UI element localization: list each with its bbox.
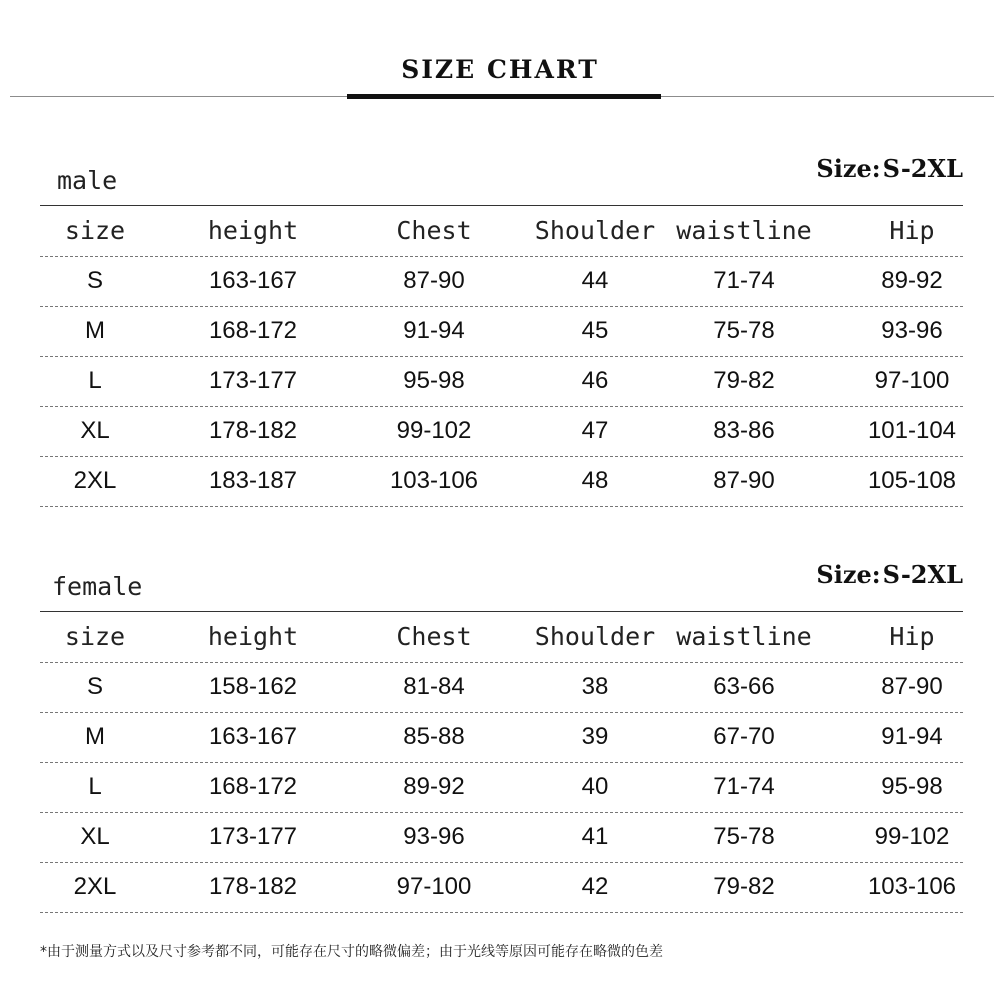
section-label: male [57, 166, 118, 195]
page-title: SIZE CHART [401, 55, 599, 84]
table-cell: 163-167 [208, 723, 298, 750]
table-cell: 178-182 [208, 873, 298, 900]
table-cell: 158-162 [208, 673, 298, 700]
table-cell: 101-104 [867, 417, 957, 444]
title-underline-bar [347, 94, 661, 99]
table-cell: 93-96 [881, 317, 943, 344]
table-cell: 44 [581, 267, 609, 294]
table-cell: 83-86 [713, 417, 775, 444]
column-header: Chest [396, 622, 472, 651]
size-range-value: S-2XL [882, 560, 963, 589]
column-header: Shoulder [534, 622, 656, 651]
column-header: size [64, 622, 126, 651]
size-range-prefix: Size: [816, 154, 881, 183]
table-cell: 67-70 [713, 723, 775, 750]
column-header: height [207, 622, 299, 651]
table-header-row [40, 206, 963, 257]
column-header: Hip [889, 622, 935, 651]
female-size-table [0, 556, 1000, 916]
table-cell: 91-94 [881, 723, 943, 750]
size-range-prefix: Size: [816, 560, 881, 589]
size-range-label [816, 560, 963, 589]
table-cell: 81-84 [403, 673, 465, 700]
size-range-value: S-2XL [882, 154, 963, 183]
table-cell: 75-78 [713, 317, 775, 344]
table-cell: 93-96 [403, 823, 465, 850]
table-row [40, 256, 963, 307]
column-header: height [207, 216, 299, 245]
table-cell: 79-82 [713, 367, 775, 394]
table-cell: 105-108 [867, 467, 957, 494]
table-cell: 41 [581, 823, 609, 850]
table-cell: 89-92 [403, 773, 465, 800]
table-cell: 38 [581, 673, 609, 700]
table-cell: 168-172 [208, 317, 298, 344]
table-cell: M [85, 723, 105, 750]
table-cell: 2XL [73, 873, 117, 900]
table-cell: 75-78 [713, 823, 775, 850]
table-row [40, 456, 963, 507]
table-row [40, 712, 963, 763]
table-cell: XL [80, 417, 110, 444]
table-cell: M [85, 317, 105, 344]
table-cell: 95-98 [881, 773, 943, 800]
table-cell: 46 [581, 367, 609, 394]
table-cell: 47 [581, 417, 609, 444]
table-cell: 97-100 [874, 367, 950, 394]
table-cell: 40 [581, 773, 609, 800]
table-cell: 63-66 [713, 673, 775, 700]
table-cell: 103-106 [389, 467, 479, 494]
table-cell: 103-106 [867, 873, 957, 900]
table-cell: L [88, 367, 102, 394]
table-cell: 97-100 [396, 873, 472, 900]
table-cell: 71-74 [713, 267, 775, 294]
column-header: Chest [396, 216, 472, 245]
table-cell: 45 [581, 317, 609, 344]
male-size-table [0, 150, 1000, 510]
table-row [40, 662, 963, 713]
table-cell: 89-92 [881, 267, 943, 294]
table-cell: 91-94 [403, 317, 465, 344]
column-header: Hip [889, 216, 935, 245]
table-cell: 99-102 [396, 417, 472, 444]
table-cell: 39 [581, 723, 609, 750]
table-cell: 71-74 [713, 773, 775, 800]
table-cell: 173-177 [208, 367, 298, 394]
table-cell: 163-167 [208, 267, 298, 294]
table-cell: S [86, 673, 103, 700]
table-cell: XL [80, 823, 110, 850]
table-cell: 178-182 [208, 417, 298, 444]
table-row [40, 306, 963, 357]
table-cell: L [88, 773, 102, 800]
size-range-label [816, 154, 963, 183]
column-header: waistline [676, 216, 812, 245]
table-cell: 42 [581, 873, 609, 900]
table-row [40, 812, 963, 863]
table-cell: S [86, 267, 103, 294]
table-row [40, 862, 963, 913]
table-cell: 183-187 [208, 467, 298, 494]
table-cell: 173-177 [208, 823, 298, 850]
table-cell: 99-102 [874, 823, 950, 850]
table-cell: 168-172 [208, 773, 298, 800]
column-header: Shoulder [534, 216, 656, 245]
column-header: waistline [676, 622, 812, 651]
table-cell: 2XL [73, 467, 117, 494]
measurement-disclaimer: *由于测量方式以及尺寸参考都不同，可能存在尺寸的略微偏差；由于光线等原因可能存在略微的色差 [40, 944, 663, 960]
table-cell: 48 [581, 467, 609, 494]
table-cell: 95-98 [403, 367, 465, 394]
table-cell: 79-82 [713, 873, 775, 900]
table-cell: 85-88 [403, 723, 465, 750]
table-header-row [40, 612, 963, 663]
table-row [40, 406, 963, 457]
table-row [40, 356, 963, 407]
table-row [40, 762, 963, 813]
column-header: size [64, 216, 126, 245]
table-cell: 87-90 [713, 467, 775, 494]
table-cell: 87-90 [881, 673, 943, 700]
table-cell: 87-90 [403, 267, 465, 294]
section-label: female [52, 572, 143, 601]
